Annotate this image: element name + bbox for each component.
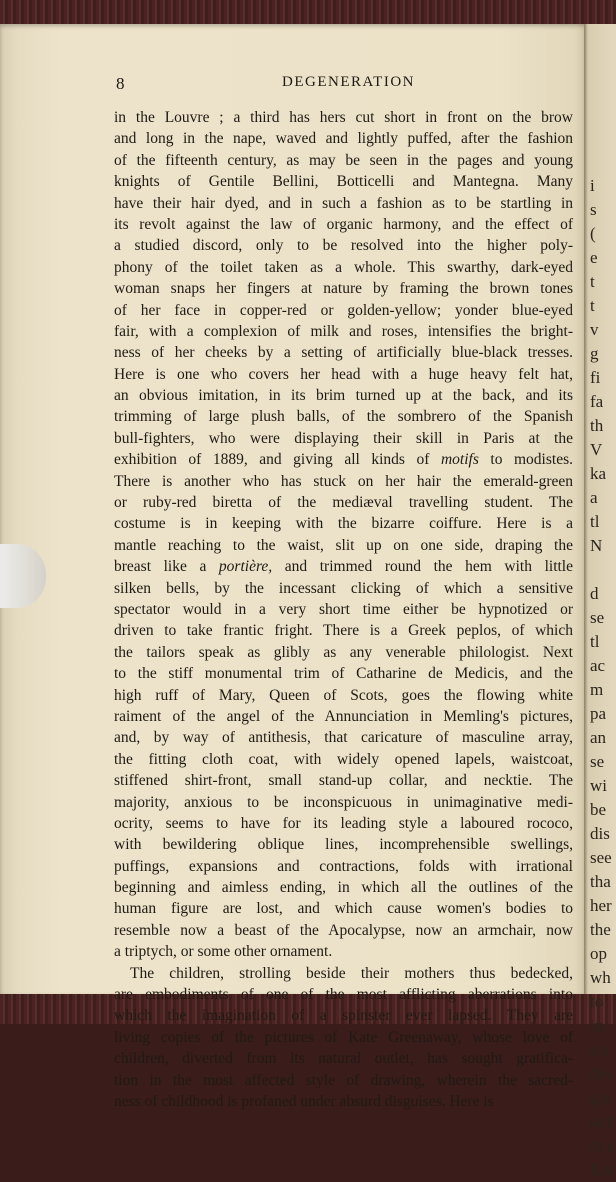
facing-page-fragment: to: [590, 992, 604, 1011]
facing-page-fragment: fa: [590, 392, 604, 411]
text-line: or ruby-red biretta of the mediæval travelling student. The: [114, 494, 573, 512]
text-line: of the fifteenth century, as may be seen in the pages and young: [114, 151, 573, 169]
text-line: trimming of large plush balls, of the sombrero of the Spanish: [114, 408, 573, 426]
text-line: raiment of the angel of the Annunciation in Memling's pictures,: [114, 707, 573, 725]
running-head: DEGENERATION: [282, 74, 415, 90]
facing-page-fragment: wh: [590, 968, 611, 987]
facing-page-fragment: tru: [590, 1040, 609, 1059]
facing-page-fragment: see: [590, 848, 612, 867]
text-line: high ruff of Mary, Queen of Scots, goes the flowing white: [114, 686, 573, 704]
text-line: knights of Gentile Bellini, Botticelli and Mantegna. Many: [114, 173, 573, 191]
facing-page-fragment: fi: [590, 368, 601, 387]
page-header: [0, 74, 586, 98]
text-line: the tailors speak as glibly as any venerable philologist. Next: [114, 643, 573, 661]
text-line: exhibition of 1889, and giving all kinds of motifs to modistes.: [114, 451, 573, 469]
text-line: a studied discord, only to be resolved into the higher poly-: [114, 237, 573, 255]
facing-page-fragment: tl: [590, 632, 600, 651]
text-line: phony of the toilet taken as a whole. This swarthy, dark-eyed: [114, 258, 573, 276]
text-line: silken bells, by the incessant clicking of which a sensitive: [114, 579, 573, 597]
text-line: which the imagination of a spinster ever lapsed. They are: [114, 1007, 573, 1025]
text-line: and, by way of antithesis, that caricature of masculine array,: [114, 729, 573, 747]
facing-page-fragment: tl: [590, 512, 600, 531]
text-line: There is another who has stuck on her hair the emerald-green: [114, 472, 573, 490]
text-line: Here is one who covers her head with a huge heavy felt hat,: [114, 365, 573, 383]
facing-page-fragment: the: [590, 920, 611, 939]
facing-page-fragment: [584, 558, 616, 582]
text-line: human figure are lost, and which cause women's bodies to: [114, 900, 573, 918]
facing-page-fragment: op: [590, 944, 607, 963]
facing-page-edge: [584, 24, 616, 1179]
text-line: majority, anxious to be inconspicuous in unimaginative medi-: [114, 793, 573, 811]
text-line: the fitting cloth coat, with widely opened lapels, waistcoat,: [114, 750, 573, 768]
facing-page-fragment: Eac: [590, 1160, 616, 1179]
facing-page-fragment: th: [590, 416, 604, 435]
text-line: driven to take frantic fright. There is a Greek peplos, of which: [114, 622, 573, 640]
facing-page-fragment: to s: [590, 1136, 615, 1155]
text-line: in the Louvre ; a third has hers cut short in front on the brow: [114, 109, 573, 126]
text-line: ness of childhood is profaned under absurd disguises. Here is: [114, 1092, 494, 1110]
text-line: are embodiments of one of the most afflicting aberrations into: [114, 986, 573, 1004]
facing-page-fragment: her: [590, 896, 612, 915]
page-number: 8: [116, 74, 125, 93]
text-line: mantle reaching to the waist, slit up on one side, draping the: [114, 536, 573, 554]
facing-page-fragment: se: [590, 608, 605, 627]
text-line: bull-fighters, who were displaying their skill in Paris at the: [114, 429, 573, 447]
facing-page-fragment: s: [590, 200, 597, 219]
text-line: and long in the nape, waved and lightly puffed, after the fashion: [114, 130, 573, 148]
text-line: puffings, expansions and contractions, folds with irrational: [114, 857, 573, 875]
facing-page-fragment: gar: [590, 1088, 612, 1107]
facing-page-fragment: v: [590, 320, 599, 339]
facing-page-fragment: dis: [590, 824, 610, 843]
facing-page-fragment: V: [590, 440, 603, 459]
facing-page-fragment: i: [590, 176, 595, 195]
text-line: an obvious imitation, in its brim turned up at the back, and its: [114, 387, 573, 405]
facing-page-fragment: be: [590, 800, 607, 819]
facing-page-fragment: pa: [590, 704, 607, 723]
text-line: beginning and aimless ending, in which all the outlines of the: [114, 879, 573, 897]
facing-page-fragment: wi: [590, 776, 607, 795]
text-line: children, diverted from its natural outlet, has sought gratifica-: [114, 1050, 573, 1068]
text-line: tion in the most affected style of drawing, wherein the sacred-: [114, 1071, 573, 1089]
facing-page-fragment: m: [590, 680, 604, 699]
facing-page-fragment: tha: [590, 872, 611, 891]
page-tab-marker: [0, 544, 46, 608]
text-line: The children, strolling beside their mothers thus bedecked,: [130, 964, 573, 982]
text-line: spectator would in a very short time either be hypnotized or: [114, 600, 573, 618]
facing-page-fragment: des: [590, 1064, 613, 1083]
facing-page-fragment: e: [590, 248, 598, 267]
facing-page-fragment: (: [590, 224, 596, 243]
text-line: a triptych, or some other ornament.: [114, 943, 333, 961]
body-text: [114, 107, 573, 1112]
text-line: fair, with a complexion of milk and roses, intensifies the bright-: [114, 322, 573, 340]
facing-page-fragment: t: [590, 272, 595, 291]
facing-page-fragment: stri: [590, 1112, 612, 1131]
facing-page-fragment: ka: [590, 464, 607, 483]
text-line: ness of her cheeks by a setting of artificially blue-black tresses.: [114, 344, 573, 362]
facing-page-fragment: d: [590, 584, 599, 603]
facing-page-fragment: an: [590, 728, 607, 747]
facing-page-fragment: ac: [590, 656, 606, 675]
facing-page-fragment: t: [590, 296, 595, 315]
text-line: breast like a portière, and trimmed round the hem with little: [114, 558, 573, 576]
text-line: its revolt against the law of organic harmony, and the effect of: [114, 215, 573, 233]
text-line: costume is in keeping with the bizarre coiffure. Here is a: [114, 515, 573, 533]
facing-page-fragment: a: [590, 488, 598, 507]
text-line: stiffened shirt-front, small stand-up collar, and necktie. The: [114, 772, 573, 790]
facing-page-fragment: g: [590, 344, 599, 363]
facing-page-fragment: se: [590, 752, 605, 771]
text-line: living copies of the pictures of Kate Greenaway, whose love of: [114, 1028, 573, 1046]
text-line: ocrity, seems to have for its leading style a laboured rococo,: [114, 814, 573, 832]
text-line: of her face in copper-red or golden-yellow; yonder blue-eyed: [114, 301, 573, 319]
text-line: have their hair dyed, and in such a fashion as to be startling in: [114, 194, 573, 212]
facing-page-fragment: N: [590, 536, 603, 555]
facing-page-fragment: in: [590, 1016, 604, 1035]
text-line: to the stiff monumental trim of Catharine de Medicis, and the: [114, 665, 573, 683]
text-line: woman snaps her fingers at nature by framing the brown tones: [114, 280, 573, 298]
text-line: with bewildering oblique lines, incomprehensible swellings,: [114, 836, 573, 854]
text-line: resemble now a beast of the Apocalypse, now an armchair, now: [114, 921, 573, 939]
